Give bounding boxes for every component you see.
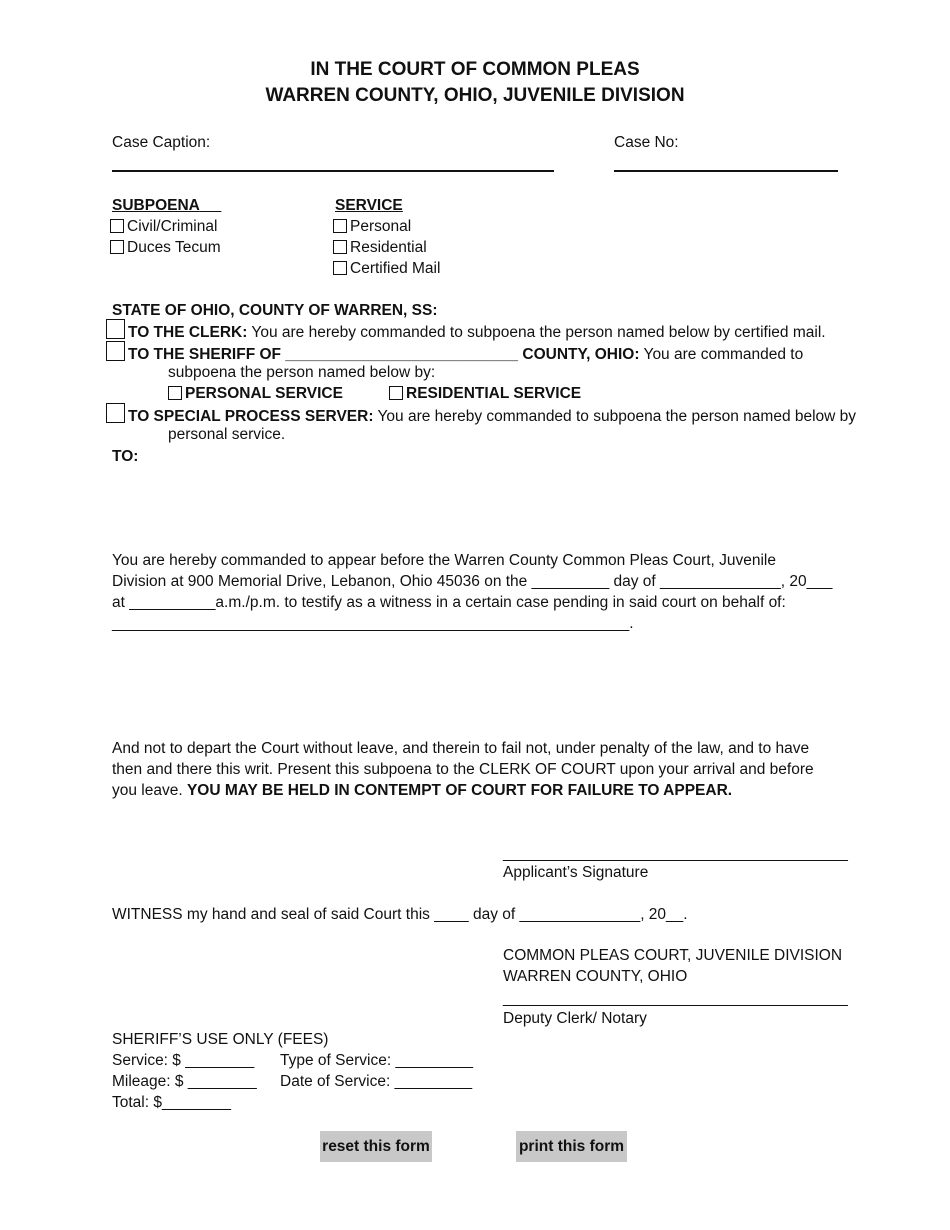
case-caption-label: Case Caption: [112,134,211,151]
court-name-line2: WARREN COUNTY, OHIO [503,968,688,985]
applicant-signature-line[interactable]: ________________________________________ [503,845,848,862]
checkbox-civil-criminal[interactable] [110,219,124,233]
command-line-3: at __________a.m./p.m. to testify as a witness in a certain case pending in said court on behalf of: [112,594,786,611]
sheriff-fee-total[interactable]: Total: $________ [112,1094,231,1111]
subpoena-heading: SUBPOENA [112,197,200,214]
court-name-line1: COMMON PLEAS COURT, JUVENILE DIVISION [503,947,843,964]
command-line-4: ____________________________________________________________. [112,615,634,632]
to-the-clerk-row: TO THE CLERK: You are hereby commanded to subpoena the person named below by certified mail. [106,319,826,343]
warning-line-3: you leave. YOU MAY BE HELD IN CONTEMPT OF COURT FOR FAILURE TO APPEAR. [112,782,733,799]
court-title-line1: IN THE COURT OF COMMON PLEAS [310,59,640,80]
to-special-process-server-row: TO SPECIAL PROCESS SERVER: You are hereby commanded to subpoena the person named below by [106,403,856,427]
case-no-label: Case No: [614,134,679,151]
checkbox-duces-tecum[interactable] [110,240,124,254]
sps-continuation: personal service. [168,426,286,443]
court-title-line2: WARREN COUNTY, OHIO, JUVENILE DIVISION [265,85,685,106]
case-no-field[interactable] [614,170,838,172]
residential-service-option[interactable]: RESIDENTIAL SERVICE [389,383,581,404]
checkbox-personal[interactable] [333,219,347,233]
to-label: TO: [112,448,139,465]
deputy-clerk-signature-line[interactable]: ________________________________________ [503,990,848,1007]
personal-service-option[interactable]: PERSONAL SERVICE [168,383,343,404]
checkbox-to-the-clerk[interactable] [106,319,125,339]
sheriff-county-blank[interactable]: ___________________________ [281,346,523,363]
state-heading: STATE OF OHIO, COUNTY OF WARREN, SS: [112,302,438,319]
checkbox-personal-service[interactable] [168,386,182,400]
checkbox-to-the-sheriff[interactable] [106,341,125,361]
command-line-1: You are hereby commanded to appear before the Warren County Common Pleas Court, Juvenile [112,552,776,569]
reset-form-button[interactable]: reset this form [320,1131,432,1162]
sheriff-date-of-service[interactable]: Date of Service: _________ [280,1073,473,1090]
to-the-sheriff-row: TO THE SHERIFF OF ___________________________ COUNTY, OHIO: You are commanded to [106,341,803,365]
applicant-signature-label: Applicant’s Signature [503,864,649,881]
service-option-residential[interactable]: Residential [333,237,427,258]
warning-line-2: then and there this writ. Present this subpoena to the CLERK OF COURT upon your arrival and before [112,761,814,778]
checkbox-special-process-server[interactable] [106,403,125,423]
checkbox-residential[interactable] [333,240,347,254]
service-option-certified-mail[interactable]: Certified Mail [333,258,440,279]
print-form-button[interactable]: print this form [516,1131,627,1162]
service-heading: SERVICE [335,197,403,214]
sheriff-fees-heading: SHERIFF’S USE ONLY (FEES) [112,1031,329,1048]
service-option-personal[interactable]: Personal [333,216,411,237]
command-line-2: Division at 900 Memorial Drive, Lebanon, Ohio 45036 on the _________ day of ______________, 20___ [112,573,833,590]
subpoena-option-civil-criminal[interactable]: Civil/Criminal [110,216,217,237]
sheriff-continuation: subpoena the person named below by: [168,364,436,381]
deputy-clerk-label: Deputy Clerk/ Notary [503,1010,647,1027]
case-caption-field[interactable] [112,170,554,172]
subpoena-option-duces-tecum[interactable]: Duces Tecum [110,237,221,258]
checkbox-residential-service[interactable] [389,386,403,400]
warning-line-1: And not to depart the Court without leave, and therein to fail not, under penalty of the law, and to have [112,740,810,757]
sheriff-fee-service[interactable]: Service: $ ________ [112,1052,255,1069]
sheriff-type-of-service[interactable]: Type of Service: _________ [280,1052,474,1069]
checkbox-certified-mail[interactable] [333,261,347,275]
witness-statement: WITNESS my hand and seal of said Court this ____ day of ______________, 20__. [112,906,688,923]
sheriff-fee-mileage[interactable]: Mileage: $ ________ [112,1073,257,1090]
